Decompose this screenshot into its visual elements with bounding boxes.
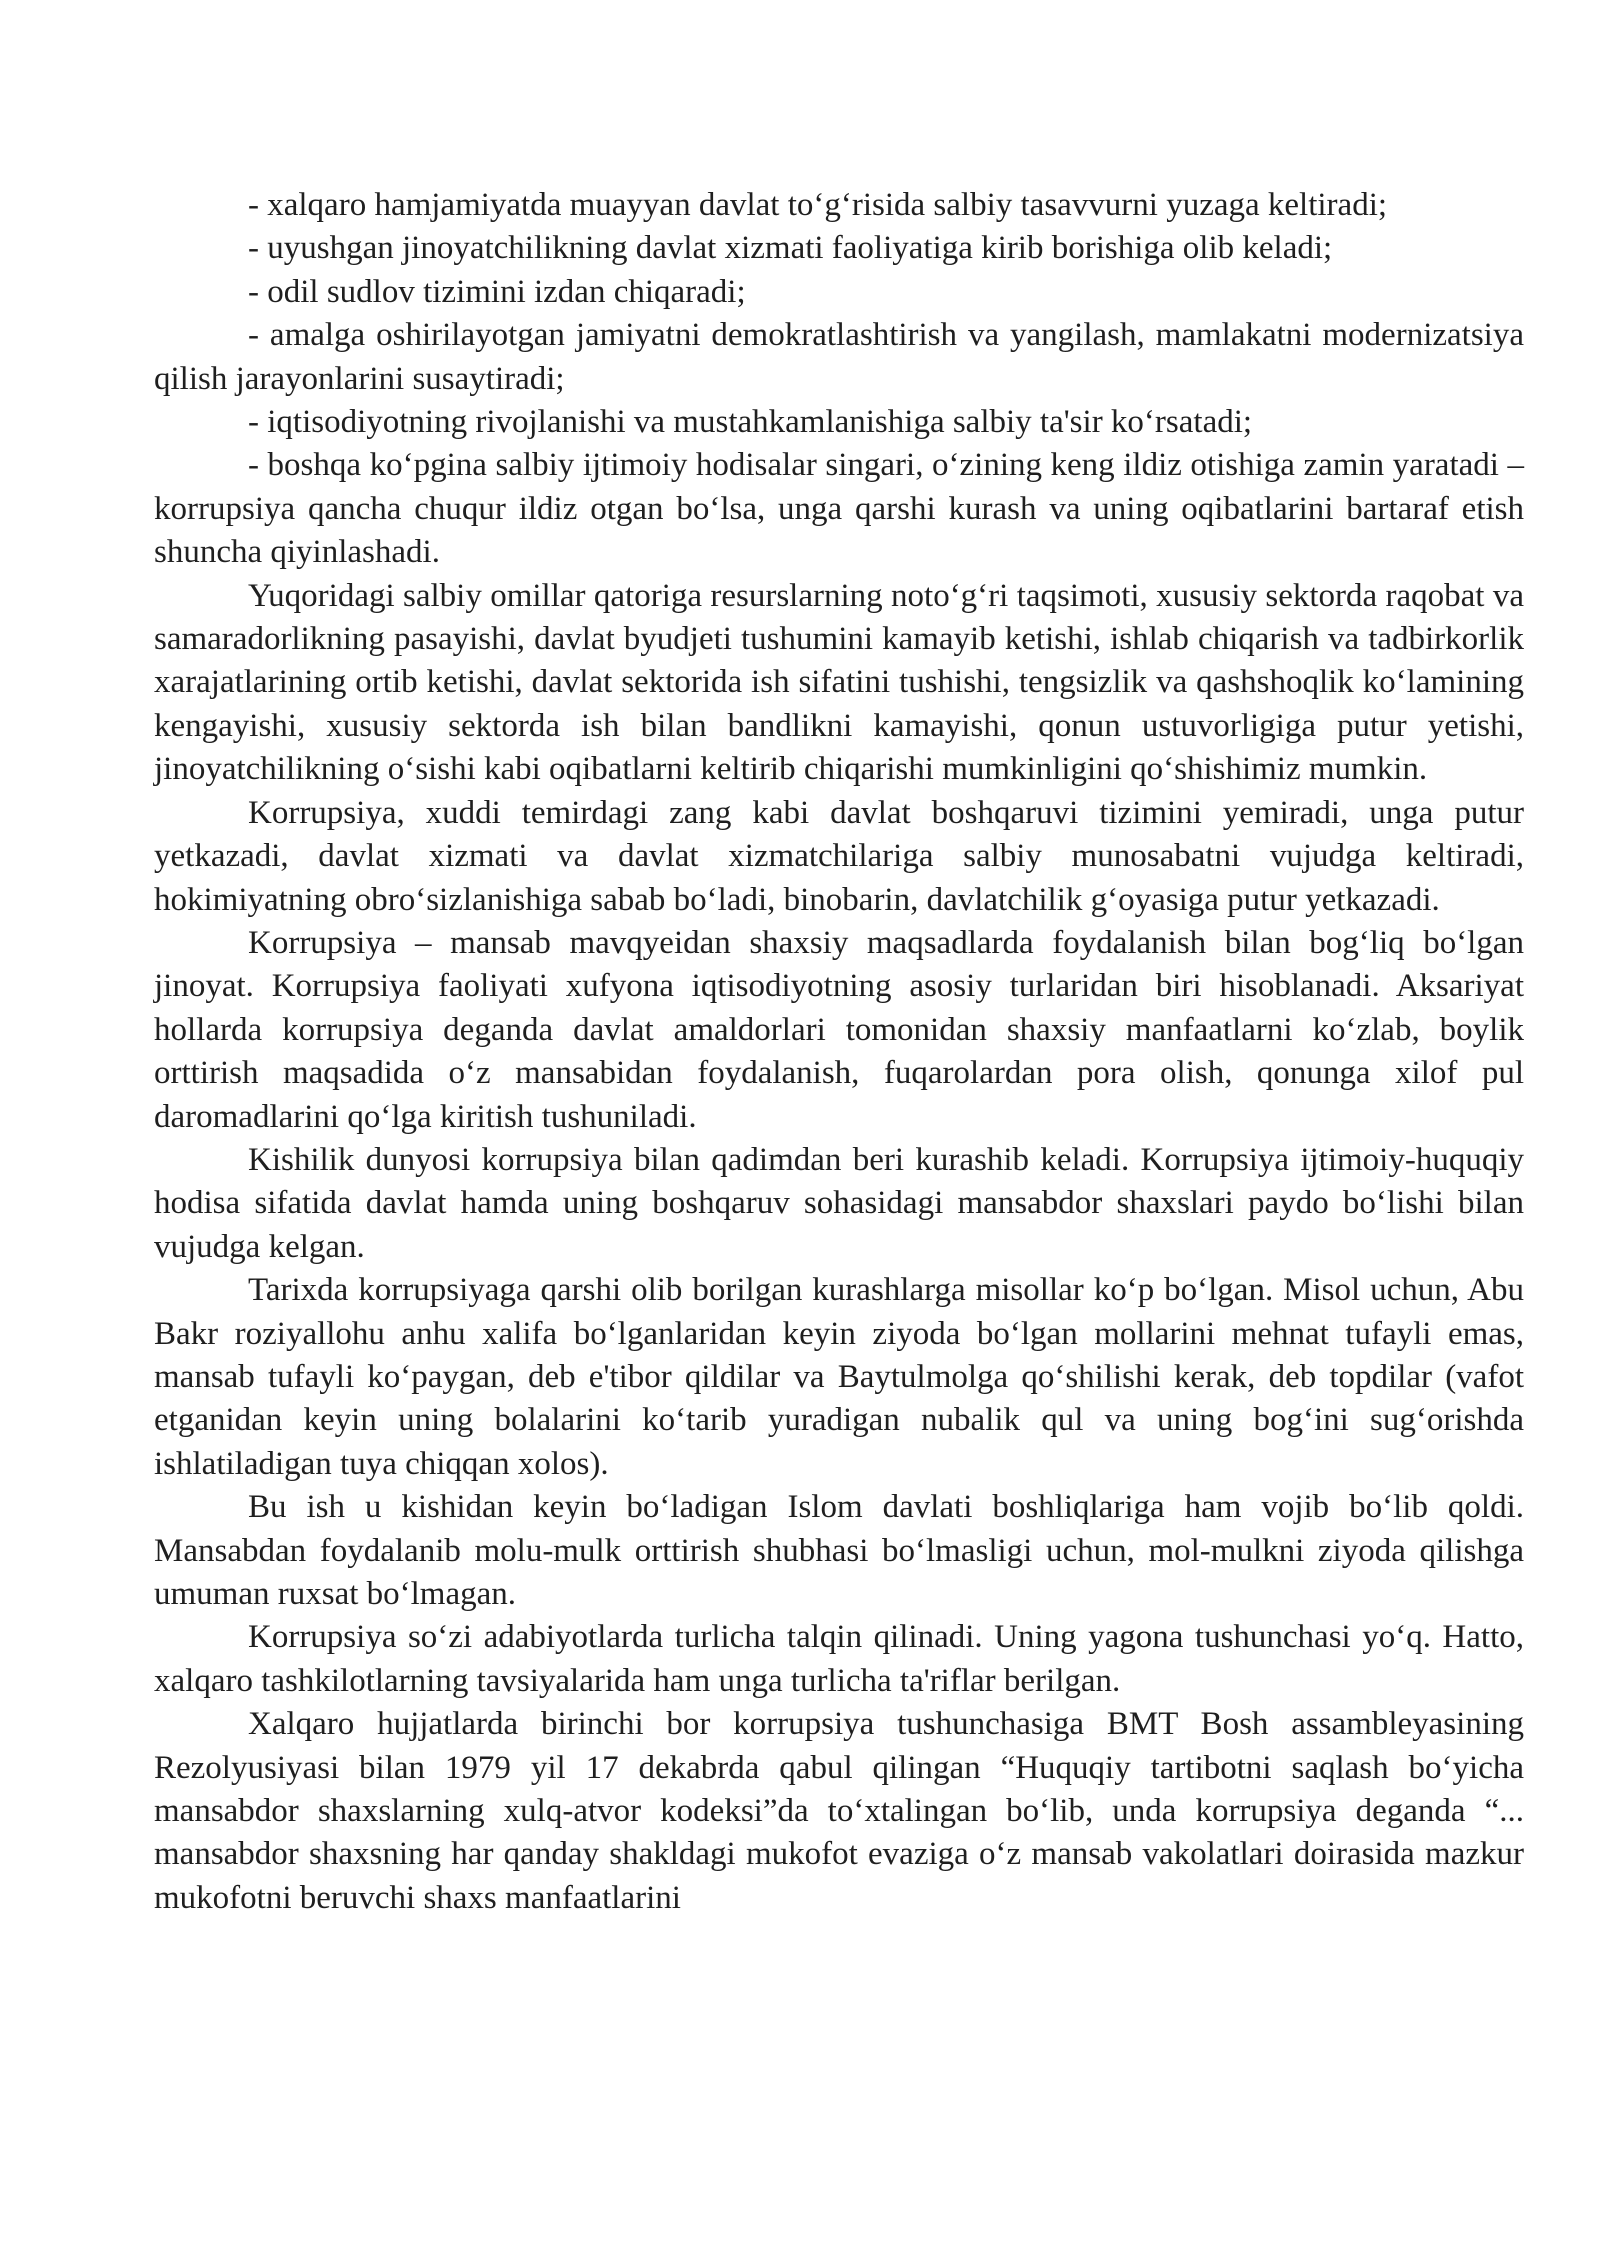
paragraph-7: Yuqoridagi salbiy omillar qatoriga resurslarning noto‘g‘ri taqsimoti, xususiy sektorda raqobat va samaradorlikning pasayishi, davlat byudjeti tushumini kamayib ketishi, ishlab chiqarish va tadbirkorlik xarajatlarining ortib ketishi, davlat sektorida ish sifatini tushishi, tengsizlik va qashshoqlik ko‘lamining kengayishi, xususiy sektorda ish bilan bandlikni kamayishi, qonun ustuvorligiga putur yetishi, jinoyatchilikning o‘sishi kabi oqibatlarni keltirib chiqarishi mumkinligini qo‘shishimiz mumkin.: [154, 577, 1524, 788]
paragraph-11: Tarixda korrupsiyaga qarshi olib borilgan kurashlarga misollar ko‘p bo‘lgan. Misol uchun, Abu Bakr roziyallohu anhu xalifa bo‘lganlaridan keyin ziyoda bo‘lgan mollarini mehnat tufayli emas, mansab tufayli ko‘paygan, deb e'tibor qildilar va Baytulmolga qo‘shilishi kerak, deb topdilar (vafot etganidan keyin uning bolalarini ko‘tarib yuradigan nubalik qul va uning bog‘ini sug‘orishda ishlatiladigan tuya chiqqan xolos).: [154, 1272, 1524, 1482]
paragraph-10: Kishilik dunyosi korrupsiya bilan qadimdan beri kurashib keladi. Korrupsiya ijtimoiy-huquqiy hodisa sifatida davlat hamda uning boshqaruv sohasidagi mansabdor shaxslari paydo bo‘lishi bilan vujudga kelgan.: [154, 1141, 1524, 1265]
paragraph-14: Xalqaro hujjatlarda birinchi bor korrupsiya tushunchasiga BMT Bosh assambleyasining Rezolyusiyasi bilan 1979 yil 17 dekabrda qabul qilingan “Huquqiy tartibotni saqlash bo‘yicha mansabdor shaxslarning xulq-atvor kodeksi”da to‘xtalingan bo‘lib, unda korrupsiya deganda “... mansabdor shaxsning har qanday shakldagi mukofot evaziga o‘z mansab vakolatlari doirasida mazkur mukofotni beruvchi shaxs manfaatlarini: [154, 1706, 1524, 1916]
paragraph-1: - xalqaro hamjamiyatda muayyan davlat to‘g‘risida salbiy tasavvurni yuzaga keltiradi;: [248, 187, 1388, 223]
paragraph-8: Korrupsiya, xuddi temirdagi zang kabi davlat boshqaruvi tizimini yemiradi, unga putur yetkazadi, davlat xizmati va davlat xizmatchilariga salbiy munosabatni vujudga keltiradi, hokimiyatning obro‘sizlanishiga sabab bo‘ladi, binobarin, davlatchilik g‘oyasiga putur yetkazadi.: [154, 794, 1524, 918]
paragraph-6: - boshqa ko‘pgina salbiy ijtimoiy hodisalar singari, o‘zining keng ildiz otishiga zamin yaratadi – korrupsiya qancha chuqur ildiz otgan bo‘lsa, unga qarshi kurash va uning oqibatlarini bartaraf etish shuncha qiyinlashadi.: [154, 447, 1524, 571]
paragraph-9: Korrupsiya – mansab mavqyeidan shaxsiy maqsadlarda foydalanish bilan bog‘liq bo‘lgan jinoyat. Korrupsiya faoliyati xufyona iqtisodiyotning asosiy turlaridan biri hisoblanadi. Aksariyat hollarda korrupsiya deganda davlat amaldorlari tomonidan shaxsiy manfaatlarni ko‘zlab, boylik orttirish maqsadida o‘z mansabidan foydalanish, fuqarolardan pora olish, qonunga xilof pul daromadlarini qo‘lga kiritish tushuniladi.: [154, 924, 1524, 1135]
paragraph-3: - odil sudlov tizimini izdan chiqaradi;: [248, 273, 746, 310]
paragraph-2: - uyushgan jinoyatchilikning davlat xizmati faoliyatiga kirib borishiga olib keladi;: [248, 230, 1333, 267]
document-body: [154, 184, 1524, 1920]
paragraph-5: - iqtisodiyotning rivojlanishi va mustahkamlanishiga salbiy ta'sir ko‘rsatadi;: [248, 404, 1253, 441]
paragraph-12: Bu ish u kishidan keyin bo‘ladigan Islom davlati boshliqlariga ham vojib bo‘lib qoldi. Mansabdan foydalanib molu-mulk orttirish shubhasi bo‘lmasligi uchun, mol-mulkni ziyoda qilishga umuman ruxsat bo‘lmagan.: [154, 1489, 1524, 1612]
paragraph-13: Korrupsiya so‘zi adabiyotlarda turlicha talqin qilinadi. Uning yagona tushunchasi yo‘q. Hatto, xalqaro tashkilotlarning tavsiyalarida ham unga turlicha ta'riflar berilgan.: [154, 1619, 1524, 1699]
paragraph-4: - amalga oshirilayotgan jamiyatni demokratlashtirish va yangilash, mamlakatni modernizatsiya qilish jarayonlarini susaytiradi;: [154, 317, 1524, 397]
